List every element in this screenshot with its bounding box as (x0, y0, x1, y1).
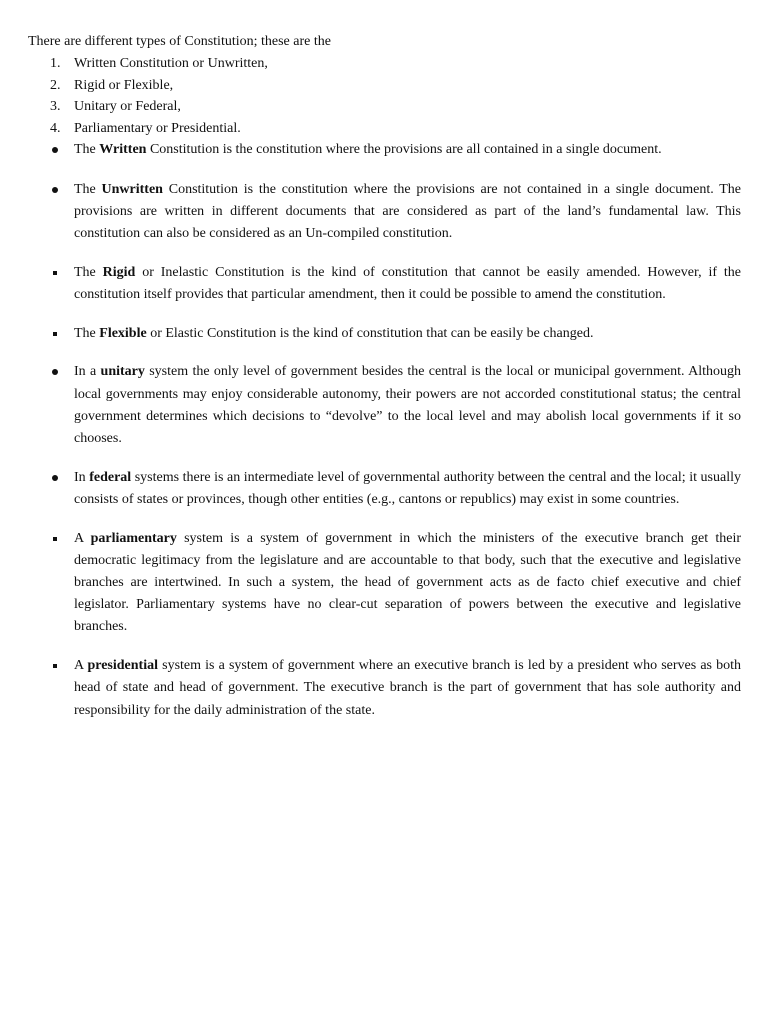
bullet-pre: In a (74, 364, 101, 380)
bullet-list (28, 139, 741, 722)
bullet-term: Flexible (99, 325, 147, 341)
bullet-term: federal (89, 469, 132, 485)
bullet-term: presidential (87, 658, 158, 674)
bullet-term: Rigid (102, 264, 136, 280)
bullet-item-unitary (28, 361, 741, 450)
numbered-item-text: Rigid or Flexible, (74, 77, 174, 93)
bullet-post: Constitution is the constitution where the provisions are all contained in a single document. (146, 142, 662, 157)
bullet-post: system is a system of government in which the ministers of the executive branch get their democratic legitimacy from the legislature and are accountable to that body, such that the executive and legislative branches are intertwined. In such a system, the head of government acts as de facto chief executive and chief legislator. Parliamentary systems have no clear-cut separation of powers between the executive and legislative branches. (74, 530, 741, 635)
bullet-item-unwritten (28, 179, 741, 246)
bullet-pre: A (74, 530, 91, 546)
bullet-term: unitary (100, 364, 145, 380)
bullet-post: or Elastic Constitution is the kind of constitution that can be easily be changed. (146, 325, 594, 341)
bullet-item-parliamentary (28, 528, 741, 639)
bullet-item-flexible (28, 323, 741, 345)
numbered-item (28, 75, 741, 97)
bullet-item-presidential (28, 655, 741, 722)
list-number: 1. (50, 56, 61, 71)
bullet-term: Unwritten (101, 181, 163, 197)
bullet-post: systems there is an intermediate level of governmental authority between the central and the local; it usually consists of states or provinces, though other entities (e.g., cantons or republics) may exist in some countries. (74, 469, 741, 507)
bullet-pre: The (74, 142, 100, 157)
numbered-item-text: Unitary or Federal, (74, 99, 181, 114)
numbered-item (28, 96, 741, 118)
bullet-term: Written (99, 142, 147, 157)
bullet-item-rigid (28, 262, 741, 306)
list-number: 3. (50, 99, 61, 114)
bullet-pre: A (74, 658, 88, 674)
numbered-item (28, 118, 741, 140)
bullet-post: system is a system of government where an executive branch is led by a president who serves as both head of state and head of government. The executive branch is the part of government that has sole authority and responsibility for the daily administration of the state. (74, 658, 741, 718)
bullet-item-federal (28, 467, 741, 511)
numbered-item-text: Parliamentary or Presidential. (74, 120, 241, 136)
list-number: 4. (50, 120, 61, 136)
list-number: 2. (50, 77, 61, 93)
numbered-item (28, 53, 741, 75)
bullet-post: system the only level of government besides the central is the local or municipal government. Although local governments may enjoy considerable autonomy, their powers are not accorded constitutional status; the central government determines which decisions to “devolve” to the local level and may abolish local governments if it so chooses. (74, 364, 741, 447)
bullet-item-written (28, 139, 741, 161)
bullet-term: parliamentary (90, 530, 177, 546)
intro-text: There are different types of Constitution; these are the (28, 34, 331, 49)
bullet-pre: The (74, 181, 102, 197)
numbered-list (28, 53, 741, 139)
bullet-pre: The (74, 264, 103, 280)
bullet-post: or Inelastic Constitution is the kind of constitution that cannot be easily amended. However, if the constitution itself provides that particular amendment, then it could be possible to amend the constitution. (74, 264, 741, 303)
bullet-pre: In (74, 469, 90, 485)
bullet-post: Constitution is the constitution where the provisions are not contained in a single document. The provisions are written in different documents that are considered as part of the land’s fundamental law. This constitution can also be considered as an Un-compiled constitution. (74, 181, 742, 242)
bullet-pre: The (74, 325, 100, 341)
numbered-item-text: Written Constitution or Unwritten, (74, 56, 268, 71)
